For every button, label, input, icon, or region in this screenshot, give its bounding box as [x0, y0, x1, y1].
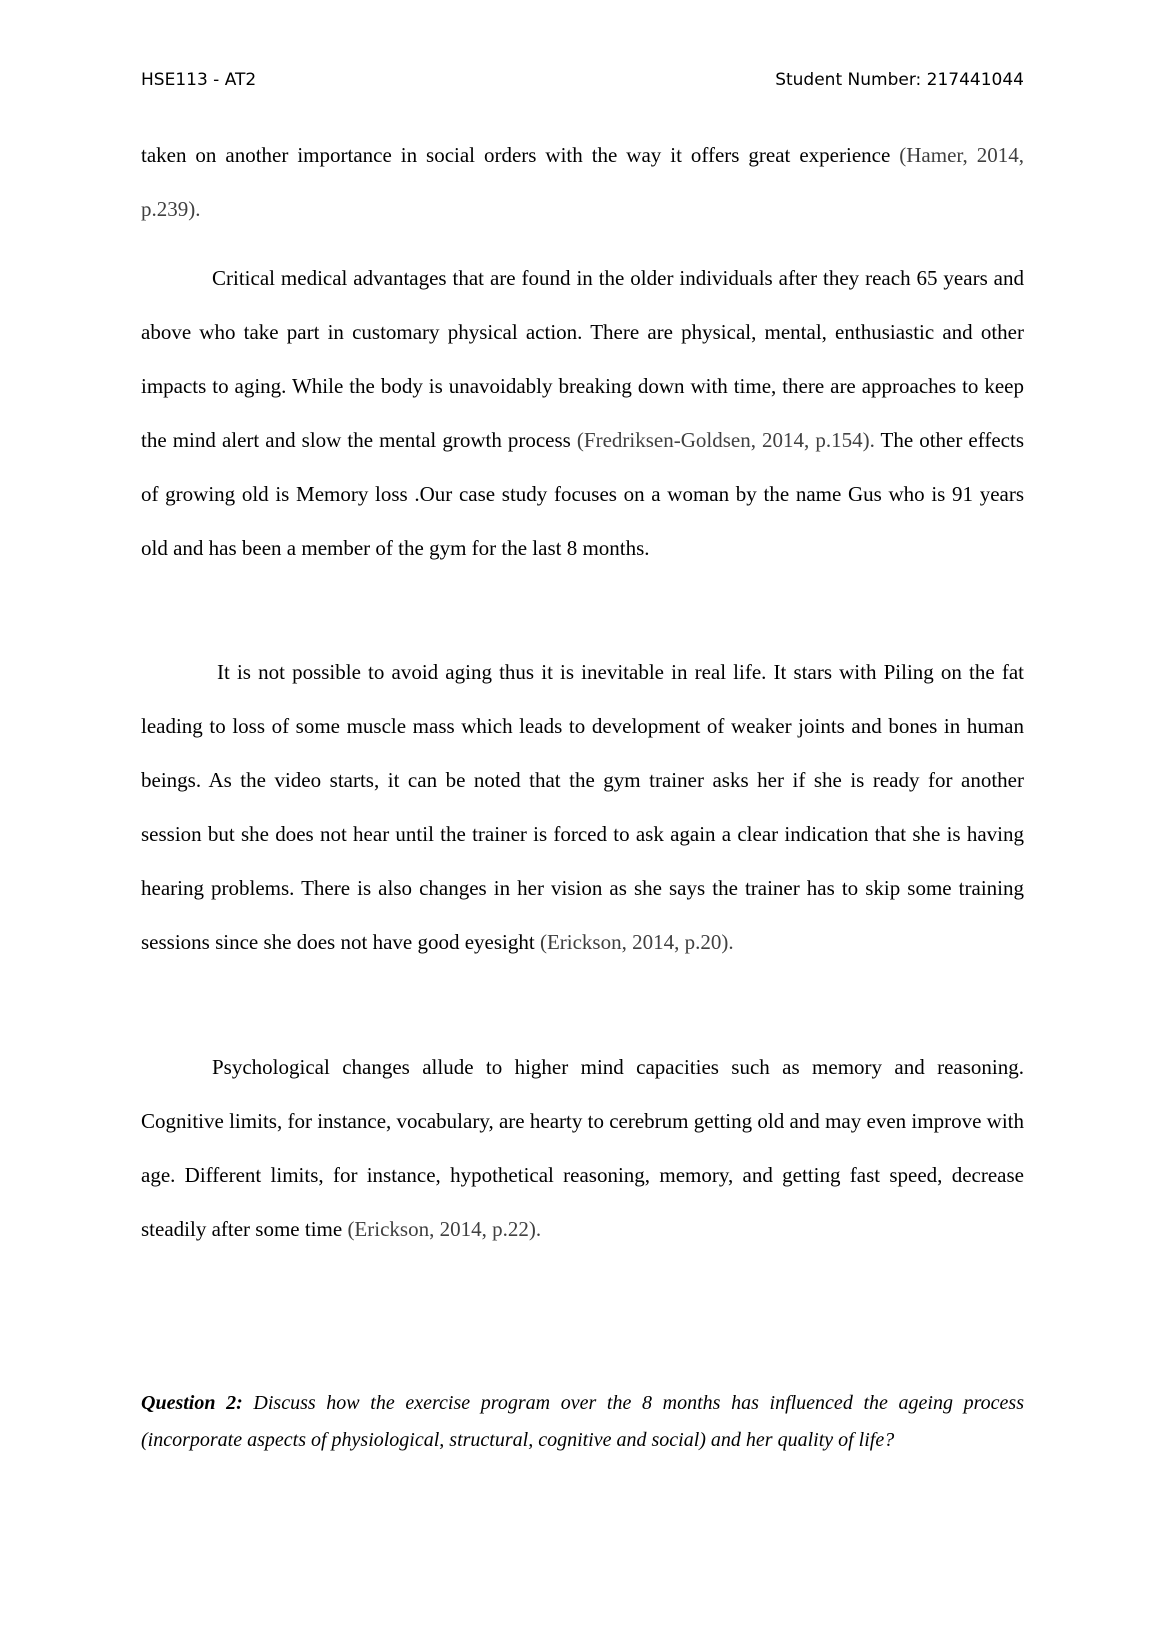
paragraph-medical-advantages	[141, 251, 1024, 575]
paragraph-text: It is not possible to avoid aging thus it is inevitable in real life. It stars with Piling on the fat leading to loss of some muscle mass which leads to development of weaker joints and bones in human beings. As the video starts, it can be noted that the gym trainer asks her if she is ready for another session but she does not hear until the trainer is forced to ask again a clear indication that she is having hearing problems. There is also changes in her vision as she says the trainer has to skip some training sessions since she does not have good eyesight	[141, 660, 1024, 954]
citation: (Erickson, 2014, p.22).	[347, 1217, 542, 1241]
paragraph-psychological-changes	[141, 1040, 1024, 1256]
paragraph-text: Critical medical advantages that are found in the older individuals after they reach 65 years and above who take part in customary physical action. There are physical, mental, enthusiastic and other impacts to aging. While the body is unavoidably breaking down with time, there are approaches to keep the mind alert and slow the mental growth process	[141, 266, 1024, 452]
paragraph-continuation	[141, 128, 1024, 236]
question-2	[141, 1385, 1024, 1459]
page-header	[141, 70, 1024, 96]
student-number: Student Number: 217441044	[775, 70, 1024, 90]
citation: (Fredriksen-Goldsen, 2014, p.154).	[576, 428, 875, 452]
paragraph-aging-inevitable	[141, 645, 1024, 969]
question-label: Question 2:	[141, 1392, 243, 1414]
paragraph-text: Psychological changes allude to higher mind capacities such as memory and reasoning. Cognitive limits, for instance, vocabulary, are hearty to cerebrum getting old and may even improve with age. Different limits, for instance, hypothetical reasoning, memory, and getting fast speed, decrease steadily after some time	[141, 1055, 1024, 1241]
citation: (Hamer, 2014, p.239).	[141, 143, 1024, 221]
paragraph-tail: The other effects of growing old is Memory loss .Our case study focuses on a woman by the name Gus who is 91 years old and has been a member of the gym for the last 8 months.	[141, 428, 1024, 560]
citation: (Erickson, 2014, p.20).	[539, 930, 734, 954]
question-text: Discuss how the exercise program over the 8 months has influenced the ageing process (incorporate aspects of physiological, structural, cognitive and social) and her quality of life?	[141, 1392, 1024, 1451]
course-code: HSE113 - AT2	[141, 70, 257, 90]
paragraph-text: taken on another importance in social orders with the way it offers great experience	[141, 143, 900, 167]
